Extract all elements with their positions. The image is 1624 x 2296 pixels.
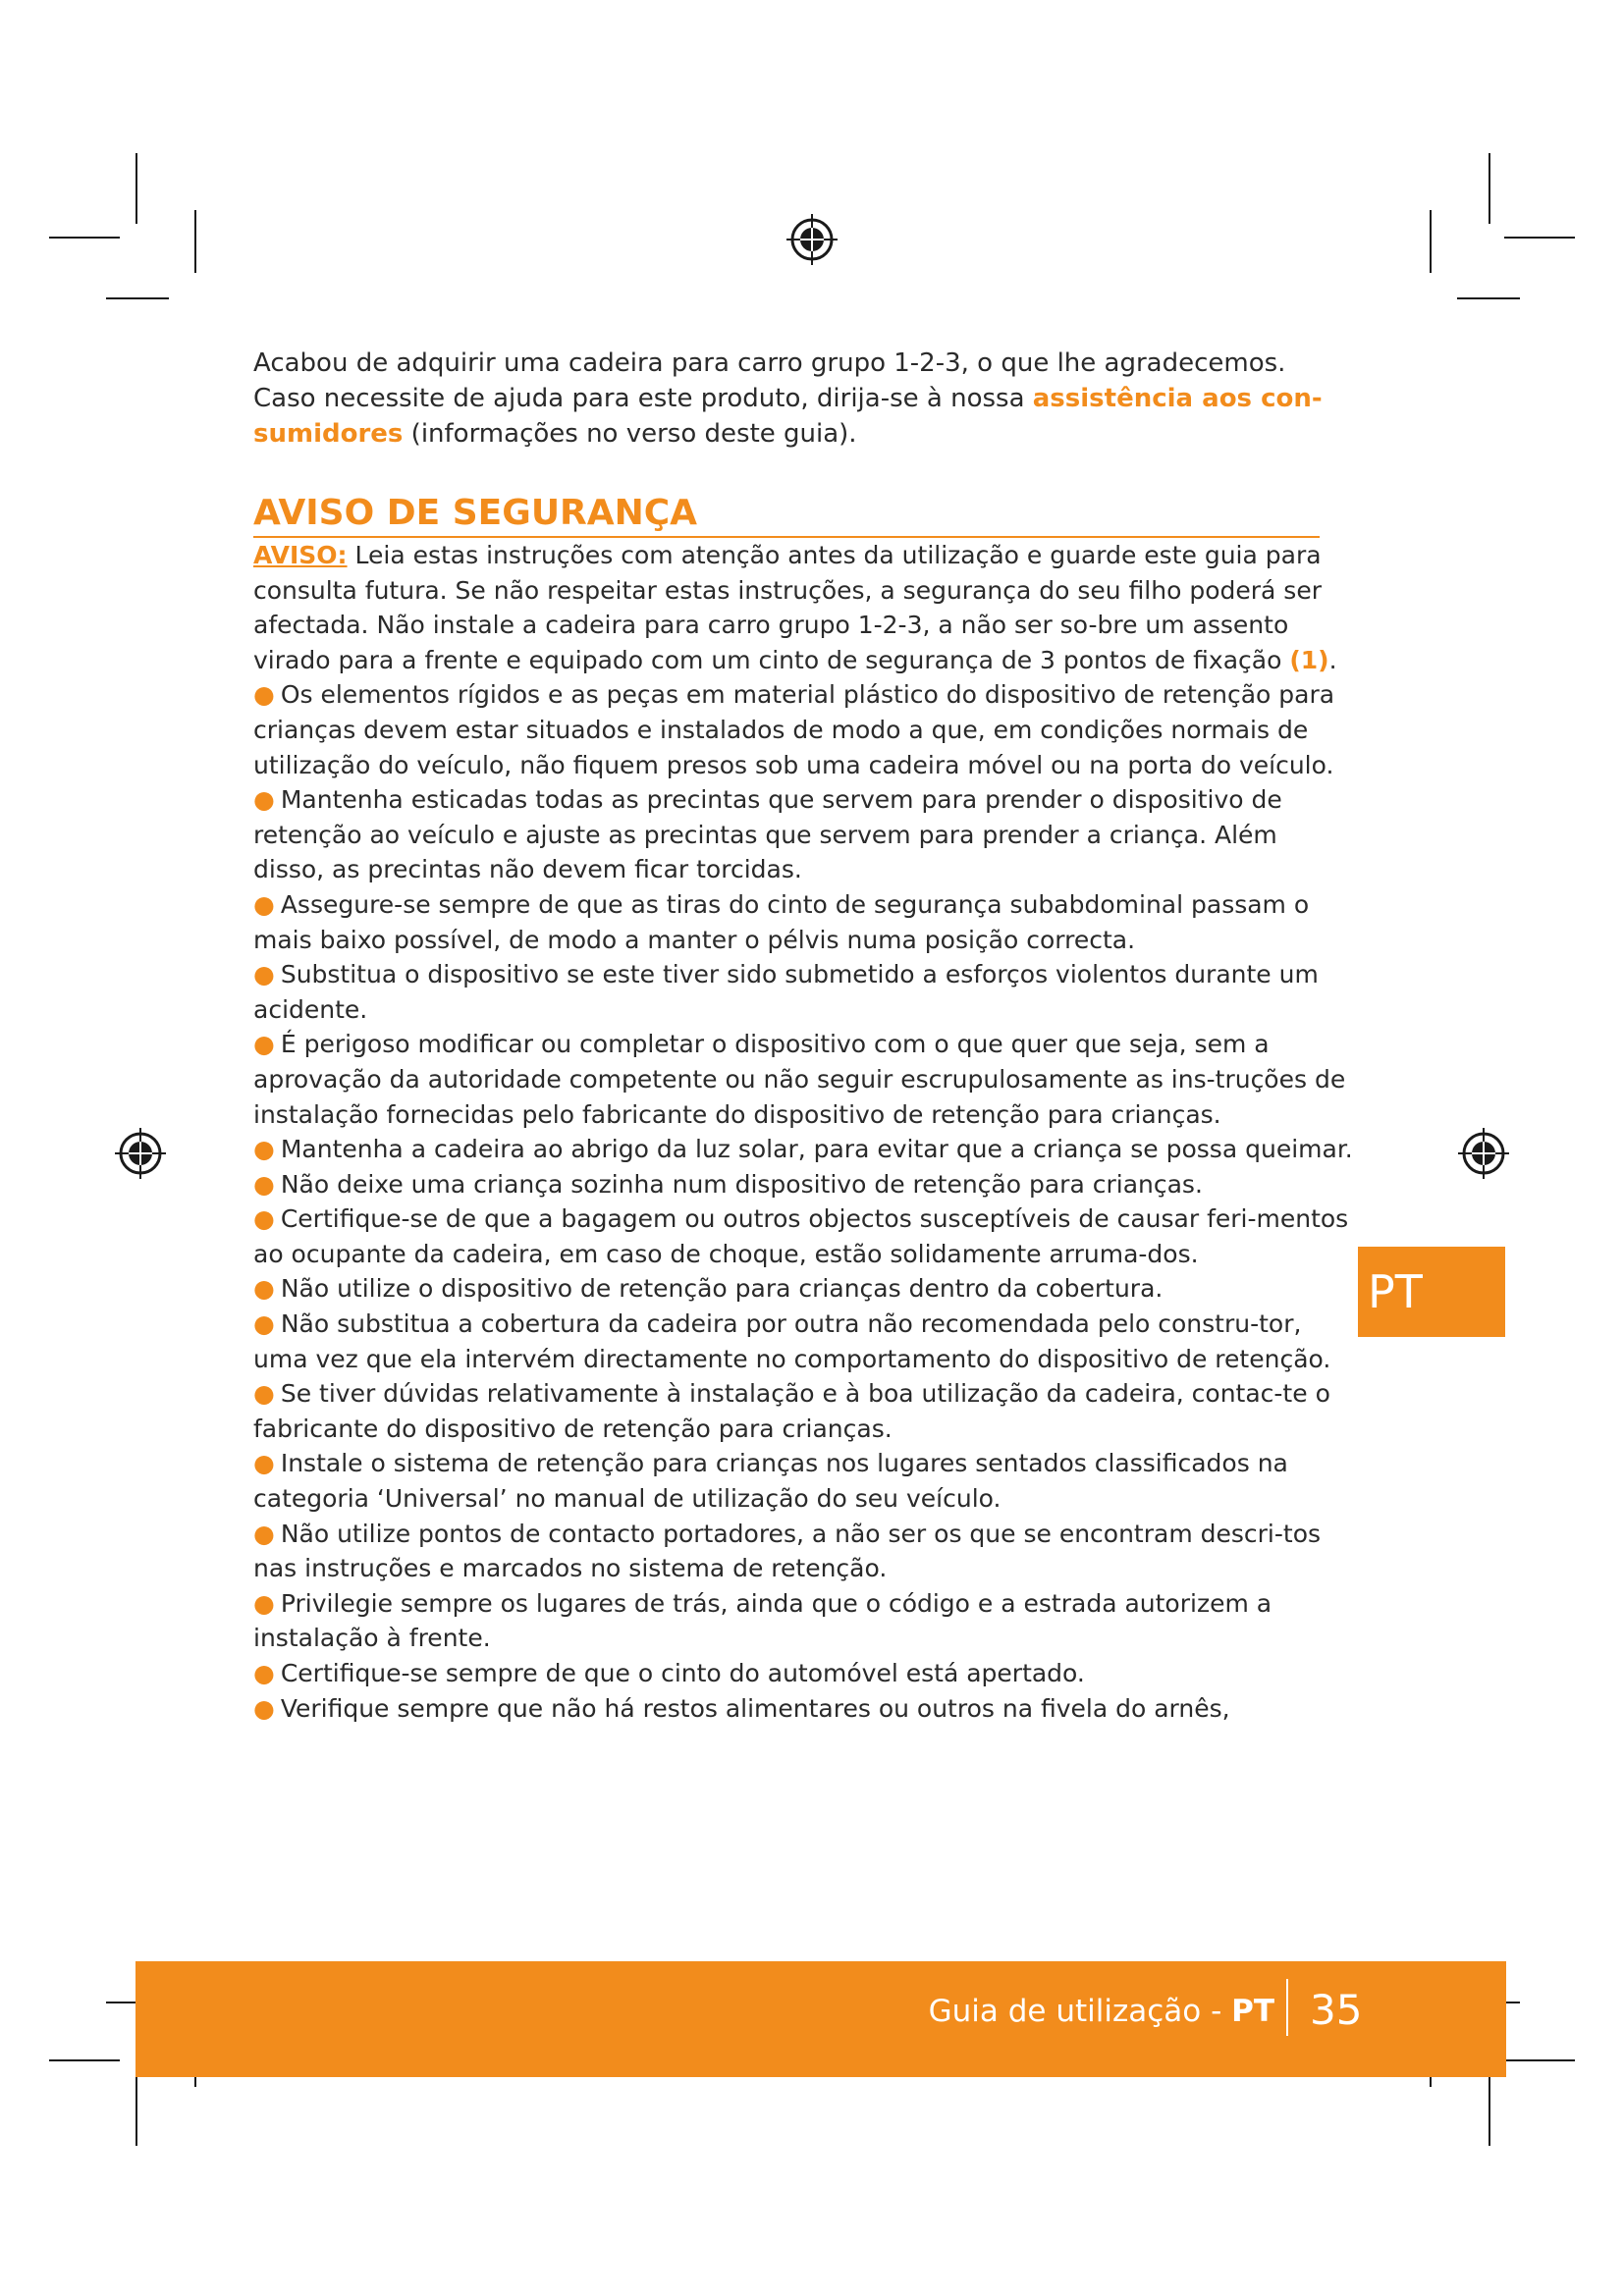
safety-bullet-item (253, 782, 1353, 887)
bullet-icon: ● (253, 1659, 275, 1687)
warning-end: . (1328, 645, 1337, 674)
figure-reference: (1) (1289, 645, 1329, 674)
bullet-text: Privilegie sempre os lugares de trás, ainda que o código e a estrada autorizem a instalação à frente. (253, 1588, 1272, 1653)
bullet-text: Não deixe uma criança sozinha num dispositivo de retenção para crianças. (280, 1169, 1203, 1199)
footer-bar (135, 1961, 1506, 2077)
language-tab: PT (1358, 1247, 1505, 1337)
safety-bullet-item (253, 1446, 1353, 1516)
bullet-icon: ● (253, 1030, 275, 1059)
bullet-icon: ● (253, 1204, 275, 1234)
bullet-icon: ● (253, 1588, 275, 1618)
safety-bullet-item (253, 1167, 1353, 1202)
intro-line (253, 381, 1324, 416)
bullet-text: Verifique sempre que não há restos alimentares ou outros na fivela do arnês, (280, 1693, 1230, 1723)
crop-mark (49, 2059, 120, 2061)
footer-divider (1286, 1979, 1288, 2036)
bullet-icon: ● (253, 1135, 275, 1164)
warning-text: Leia estas instruções com atenção antes da utilização e guarde este guia para consulta futura. Se não respeitar estas instruções, a segurança do seu filho poderá ser afectada. Não instale a cadeira para carro grupo 1-2-3, a não ser so-bre um assento virado para a frente e equipado com um cinto de segurança de 3 pontos de fixação (253, 541, 1322, 674)
safety-bullet-item (253, 1586, 1353, 1656)
bullet-icon: ● (253, 889, 275, 919)
safety-warning-body (253, 538, 1353, 1726)
bullet-icon: ● (253, 680, 275, 710)
bullet-icon: ● (253, 1449, 275, 1478)
crop-mark (135, 153, 137, 224)
bullet-text: Instale o sistema de retenção para crianças nos lugares sentados classificados na categoria ‘Universal’ no manual de utilização do seu veículo. (253, 1449, 1288, 1514)
crop-mark (106, 297, 169, 299)
safety-bullet-item (253, 677, 1353, 782)
bullet-text: É perigoso modificar ou completar o dispositivo com o que quer que seja, sem a aprovação da autoridade competente ou não seguir escrupulosamente as ins-truções de instalação fornecidas pelo fabricante do dispositivo de retenção para crianças. (253, 1030, 1346, 1129)
bullet-icon: ● (253, 960, 275, 989)
bullet-icon: ● (253, 1693, 275, 1723)
crop-mark (1489, 153, 1490, 224)
consumer-support-link: assistência aos con- (1032, 384, 1323, 413)
safety-bullet-item (253, 887, 1353, 957)
bullet-icon: ● (253, 1274, 275, 1304)
crop-mark (1457, 297, 1520, 299)
warning-paragraph (253, 538, 1353, 677)
intro-line (253, 416, 1324, 452)
bullet-icon: ● (253, 1169, 275, 1199)
bullet-icon: ● (253, 1309, 275, 1339)
registration-mark-icon (115, 1128, 166, 1179)
section-title: AVISO DE SEGURANÇA (253, 491, 1320, 538)
bullet-icon: ● (253, 1379, 275, 1409)
bullet-list (253, 677, 1353, 1726)
bullet-text: Não utilize pontos de contacto portadores, a não ser os que se encontram descri-tos nas instruções e marcados no sistema de retenção. (253, 1519, 1322, 1583)
safety-bullet-item (253, 1307, 1353, 1376)
bullet-text: Não utilize o dispositivo de retenção para crianças dentro da cobertura. (280, 1274, 1164, 1304)
registration-mark-icon (786, 214, 838, 265)
bullet-text: Se tiver dúvidas relativamente à instalação e à boa utilização da cadeira, contac-te o fabricante do dispositivo de retenção para crianças. (253, 1379, 1330, 1443)
safety-bullet-item (253, 1132, 1353, 1167)
crop-mark (135, 2075, 137, 2146)
crop-mark (1504, 237, 1575, 239)
bullet-icon: ● (253, 1519, 275, 1548)
intro-paragraph (253, 346, 1324, 452)
footer-guide-label (929, 1989, 1274, 2034)
safety-bullet-item (253, 957, 1353, 1027)
crop-mark (1489, 2075, 1490, 2146)
footer-lang: PT (1231, 1994, 1274, 2029)
crop-mark (1430, 210, 1432, 273)
bullet-text: Não substitua a cobertura da cadeira por outra não recomendada pelo constru-tor, uma vez que ela intervém directamente no comportamento do dispositivo de retenção. (253, 1309, 1331, 1373)
safety-bullet-item (253, 1027, 1353, 1132)
bullet-text: Mantenha esticadas todas as precintas que servem para prender o dispositivo de retenção ao veículo e ajuste as precintas que servem para prender a criança. Além disso, as precintas não devem ficar torcidas. (253, 785, 1282, 884)
safety-bullet-item (253, 1517, 1353, 1586)
consumer-support-link: sumidores (253, 419, 404, 449)
bullet-text: Certifique-se sempre de que o cinto do automóvel está apertado. (280, 1659, 1085, 1687)
safety-bullet-item (253, 1656, 1353, 1691)
safety-bullet-item (253, 1691, 1353, 1727)
safety-bullet-item (253, 1201, 1353, 1271)
intro-text: Caso necessite de ajuda para este produto, dirija-se à nossa (253, 384, 1033, 413)
bullet-text: Os elementos rígidos e as peças em material plástico do dispositivo de retenção para crianças devem estar situados e instalados de modo a que, em condições normais de utilização do veículo, não fiquem presos sob uma cadeira móvel ou na porta do veículo. (253, 680, 1335, 779)
bullet-text: Certifique-se de que a bagagem ou outros objectos susceptíveis de causar feri-mentos ao ocupante da cadeira, em caso de choque, estão solidamente arruma-dos. (253, 1204, 1349, 1268)
intro-text: (informações no verso deste guia). (403, 419, 857, 449)
warning-label: AVISO: (253, 541, 348, 569)
bullet-text: Substitua o dispositivo se este tiver sido submetido a esforços violentos durante um acidente. (253, 960, 1319, 1024)
registration-mark-icon (1458, 1128, 1509, 1179)
page-number: 35 (1310, 1986, 1363, 2034)
bullet-text: Mantenha a cadeira ao abrigo da luz solar, para evitar que a criança se possa queimar. (280, 1135, 1353, 1164)
bullet-icon: ● (253, 785, 275, 815)
crop-mark (1504, 2059, 1575, 2061)
intro-line: Acabou de adquirir uma cadeira para carro grupo 1-2-3, o que lhe agradecemos. (253, 348, 1286, 378)
bullet-text: Assegure-se sempre de que as tiras do cinto de segurança subabdominal passam o mais baixo possível, de modo a manter o pélvis numa posição correcta. (253, 889, 1310, 954)
crop-mark (194, 210, 196, 273)
safety-bullet-item (253, 1271, 1353, 1307)
footer-guide-text: Guia de utilização - (928, 1994, 1232, 2029)
safety-bullet-item (253, 1376, 1353, 1446)
crop-mark (49, 237, 120, 239)
